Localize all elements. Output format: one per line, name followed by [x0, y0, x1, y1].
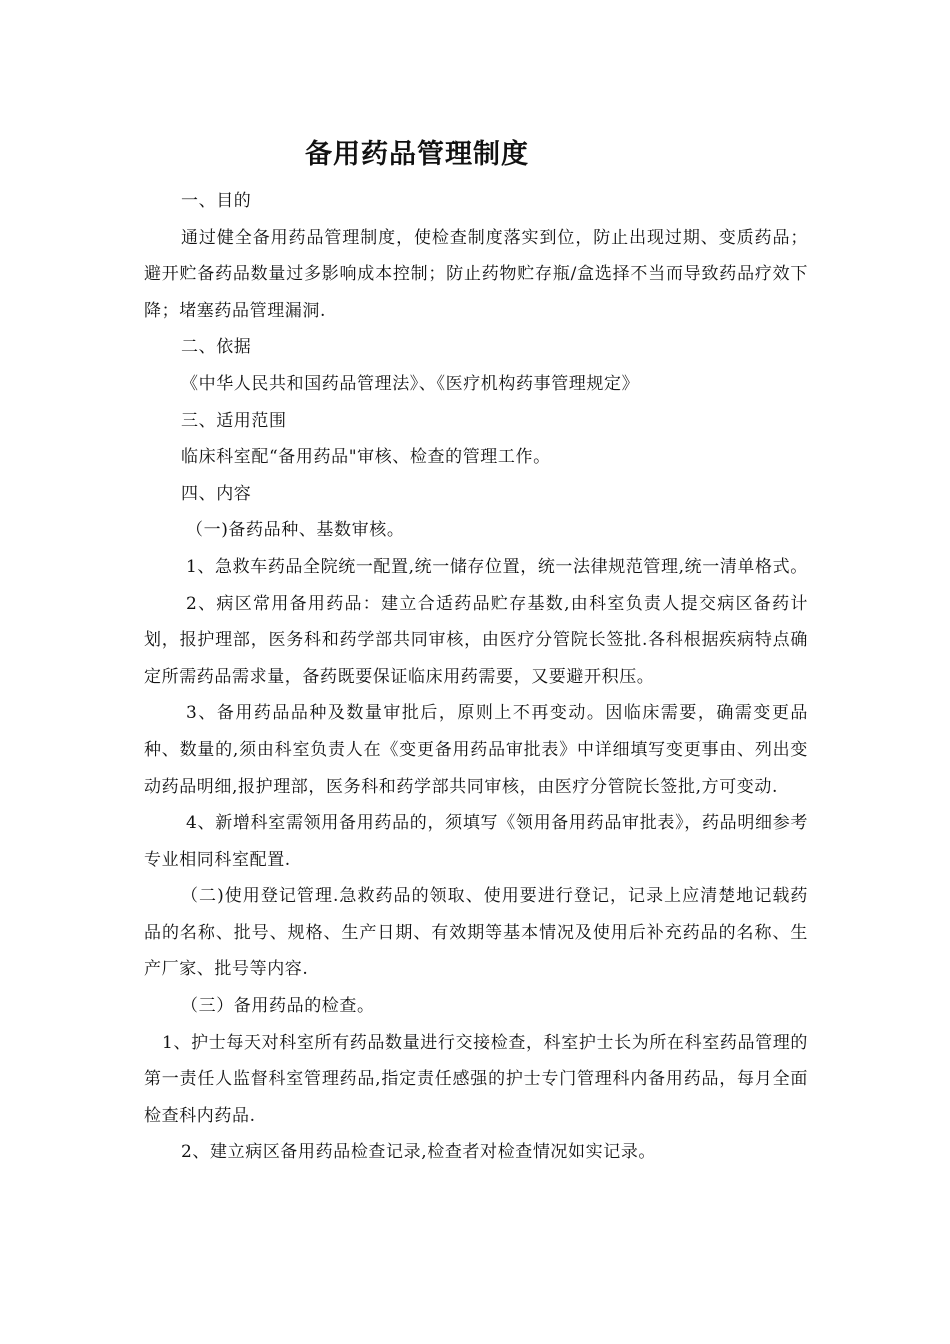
subsection-heading-1: （一)备药品种、基数审核。 [186, 520, 405, 541]
paragraph-item-3-2: 2、建立病区备用药品检查记录,检查者对检查情况如实记录。 [181, 1142, 657, 1163]
subsection-paragraph-2: （二)使用登记管理.急救药品的领取、使用要进行登记，记录上应清楚地记载药品的名称、批号、规格、生产日期、有效期等基本情况及使用后补充药品的名称、生产厂家、批号等内容. [144, 886, 808, 980]
document-body [144, 183, 808, 1171]
paragraph-purpose: 通过健全备用药品管理制度，使检查制度落实到位，防止出现过期、变质药品；避开贮备药品数量过多影响成本控制；防止药物贮存瓶/盒选择不当而导致药品疗效下降；堵塞药品管理漏洞. [144, 227, 808, 321]
section-heading-scope: 三、适用范围 [181, 410, 287, 431]
section-heading-basis: 二、依据 [181, 337, 252, 358]
section-heading-purpose: 一、目的 [181, 191, 252, 211]
document-title: 备用药品管理制度 [305, 139, 529, 170]
paragraph-item-1-1: 1、急救车药品全院统一配置,统一储存位置，统一法律规范管理,统一清单格式。 [186, 556, 808, 577]
paragraph-item-1-3: 3、备用药品品种及数量审批后，原则上不再变动。因临床需要，确需变更品种、数量的,须由科室负责人在《变更备用药品审批表》中详细填写变更事由、列出变动药品明细,报护理部，医务科和药学部共同审核，由医疗分管院长签批,方可变动. [144, 703, 808, 797]
subsection-heading-3: （三）备用药品的检查。 [181, 996, 375, 1017]
paragraph-item-1-4: 4、新增科室需领用备用药品的，须填写《领用备用药品审批表》，药品明细参考专业相同科室配置. [144, 813, 808, 870]
paragraph-scope: 临床科室配“备用药品"审核、检查的管理工作。 [181, 447, 551, 468]
section-heading-content: 四、内容 [181, 483, 252, 504]
paragraph-item-3-1: 1、护士每天对科室所有药品数量进行交接检查，科室护士长为所在科室药品管理的第一责任人监督科室管理药品,指定责任感强的护士专门管理科内备用药品，每月全面检查科内药品. [144, 1032, 808, 1126]
paragraph-item-1-2: 2、病区常用备用药品：建立合适药品贮存基数,由科室负责人提交病区备药计划，报护理部，医务科和药学部共同审核，由医疗分管院长签批.各科根据疾病特点确定所需药品需求量，备药既要保证临床用药需要，又要避开积压。 [144, 593, 808, 687]
paragraph-basis: 《中华人民共和国药品管理法》、《医疗机构药事管理规定》 [181, 373, 640, 394]
